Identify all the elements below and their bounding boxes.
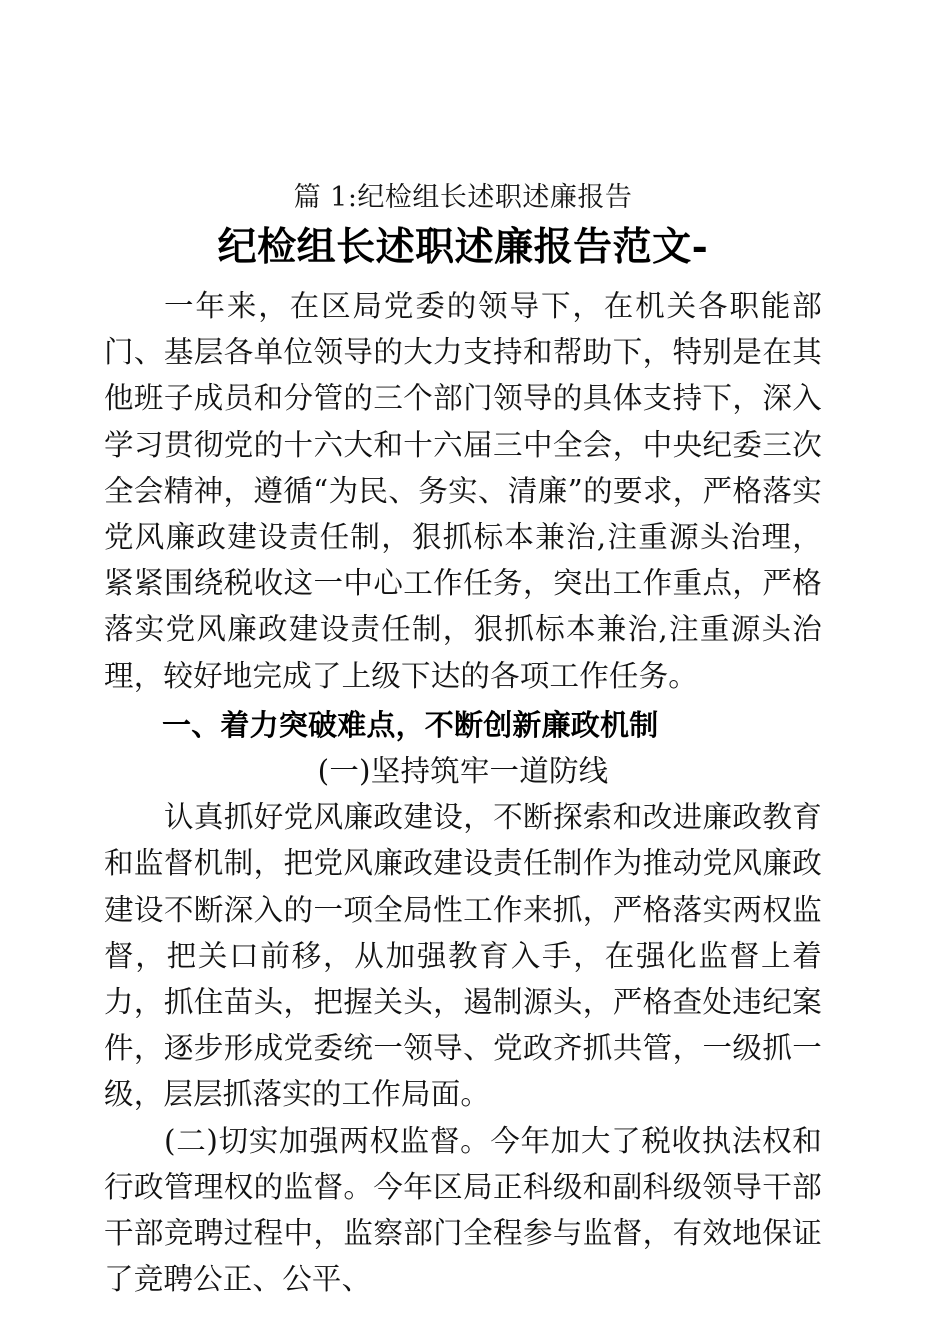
document-kicker: 篇 1:纪检组长述职述廉报告: [293, 182, 633, 213]
paragraph-sub2-body: (二)切实加强两权监督。今年加大了税收执法权和行政管理权的监督。今年区局正科级和副科级领导干部干部竞聘过程中，监察部门全程参与监督，有效地保证了竞聘公正、公平、: [104, 1123, 822, 1297]
paragraph-sub1-body: 认真抓好党风廉政建设，不断探索和改进廉政教育和监督机制，把党风廉政建设责任制作为推动党风廉政建设不断深入的一项全局性工作来抓，严格落实两权监督，把关口前移，从加强教育入手，在强化监督上着力，抓住苗头，把握关头，遏制源头，严格查处违纪案件，逐步形成党委统一领导、党政齐抓共管，一级抓一级，层层抓落实的工作局面。: [104, 800, 822, 1112]
paragraph-intro: 一年来，在区局党委的领导下，在机关各职能部门、基层各单位领导的大力支持和帮助下，特别是在其他班子成员和分管的三个部门领导的具体支持下，深入学习贯彻党的十六大和十六届三中全会，中央纪委三次全会精神，遵循“为民、务实、清廉”的要求，严格落实党风廉政建设责任制，狠抓标本兼治,注重源头治理，紧紧围绕税收这一中心工作任务，突出工作重点，严格落实党风廉政建设责任制，狠抓标本兼治,注重源头治理，较好地完成了上级下达的各项工作任务。: [104, 289, 822, 693]
subsection-heading-1: (一)坚持筑牢一道防线: [317, 754, 609, 789]
section-heading-1: 一、着力突破难点，不断创新廉政机制: [162, 707, 659, 742]
page-title: 纪检组长述职述廉报告范文-: [217, 224, 709, 270]
text-column: [104, 178, 822, 1302]
